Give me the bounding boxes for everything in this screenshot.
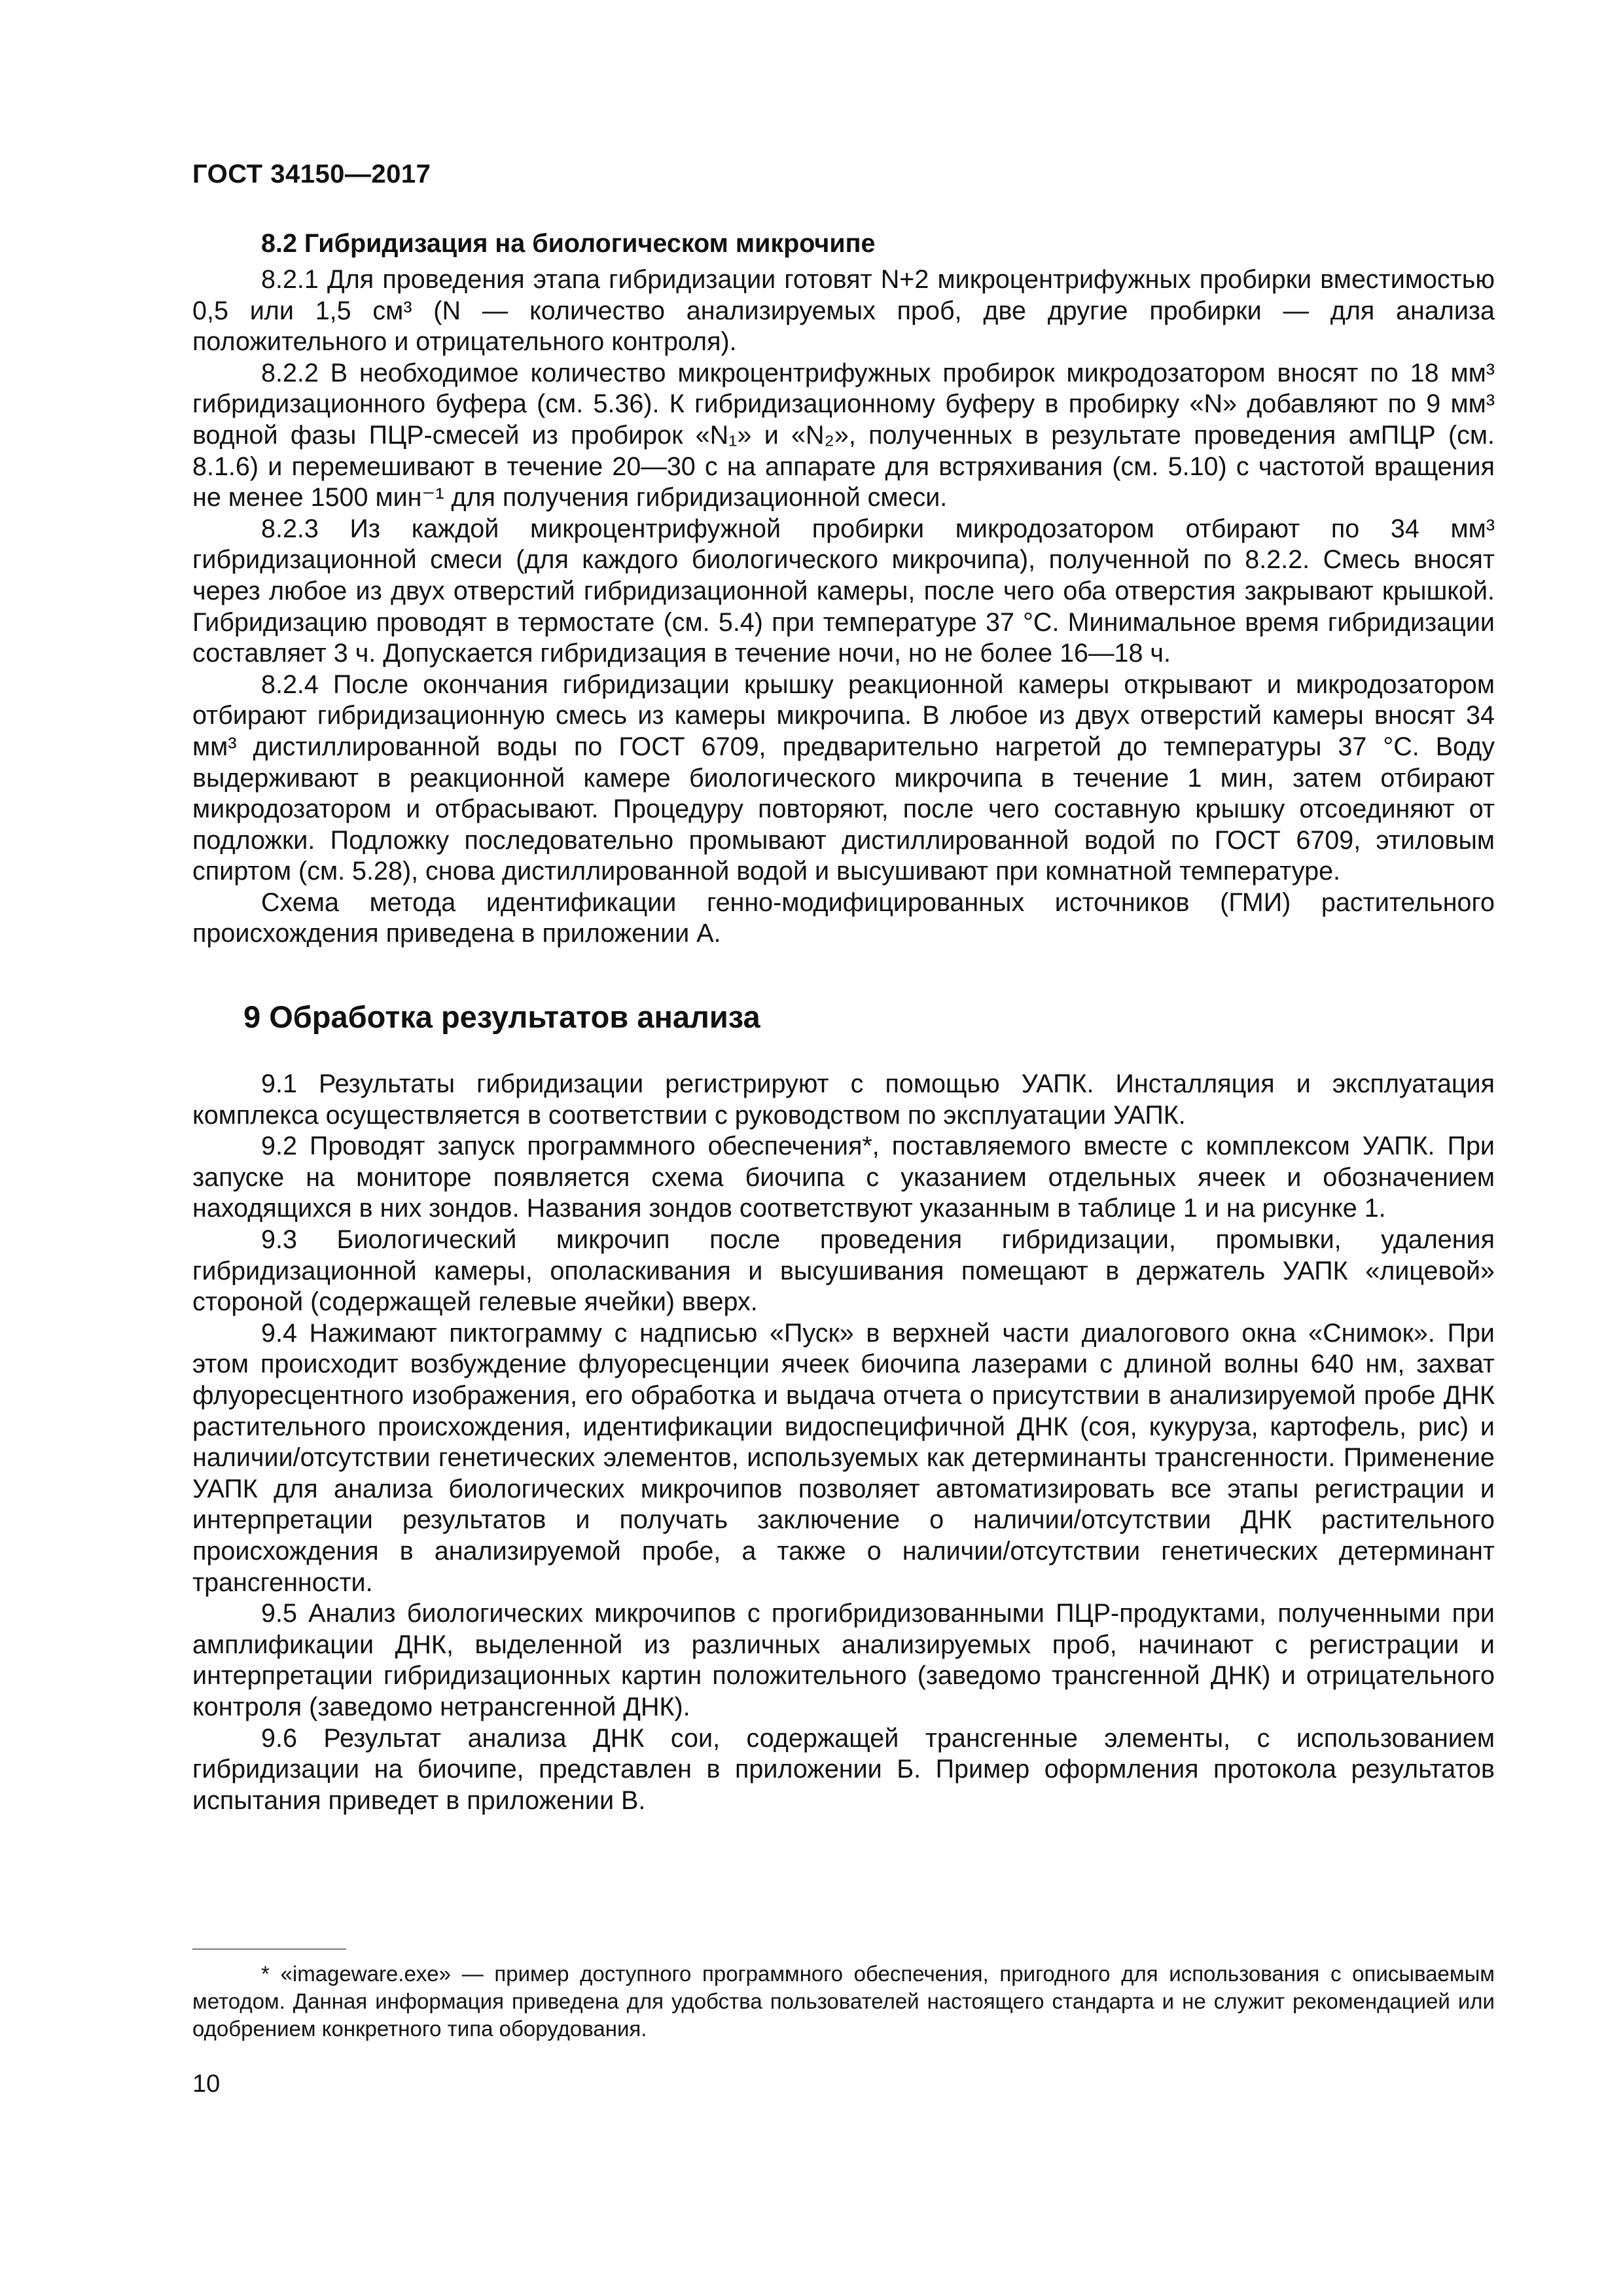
paragraph-9-4: 9.4 Нажимают пиктограмму с надписью «Пуск» в верхней части диалогового окна «Снимок». При этом происходит возбуждение флуоресценции ячеек биочипа лазерами с длиной волны 640 нм, захват флуоресцентного изображения, его обработка и выдача отчета о присутствии в анализируемой пробе ДНК растительного происхождения, идентификации видоспецифичной ДНК (соя, кукуруза, картофель, рис) и наличии/отсутствии генетических элементов, используемых как детерминанты трансгенности. Применение УАПК для анализа биологических микрочипов позволяет автоматизировать все этапы регистрации и интерпретации результатов и получать заключение о наличии/отсутствии ДНК растительного происхождения в анализируемой пробе, а также о наличии/отсутствии генетических детерминант трансгенности. bbox=[192, 1318, 1495, 1597]
document-header-id: ГОСТ 34150—2017 bbox=[192, 160, 431, 188]
footnote: * «imageware.exe» — пример доступного программного обеспечения, пригодного для использования с описываемым методом. Данная информация приведена для удобства пользователей настоящего стандарта и не служит рекомендацией или одобрением конкретного типа оборудования. bbox=[192, 1962, 1495, 2041]
paragraph-8-2-3: 8.2.3 Из каждой микроцентрифужной пробирки микродозатором отбирают по 34 мм³ гибридизационной смеси (для каждого биологического микрочипа), полученной по 8.2.2. Смесь вносят через любое из двух отверстий гибридизационной камеры, после чего оба отверстия закрывают крышкой. Гибридизацию проводят в термостате (см. 5.4) при температуре 37 °С. Минимальное время гибридизации составляет 3 ч. Допускается гибридизация в течение ночи, но не более 16—18 ч. bbox=[192, 514, 1495, 668]
section-8-2-heading: 8.2 Гибридизация на биологическом микрочипе bbox=[261, 229, 876, 258]
footnote-separator bbox=[192, 1948, 346, 1950]
paragraph-9-1: 9.1 Результаты гибридизации регистрируют с помощью УАПК. Инсталляция и эксплуатация комплекса осуществляется в соответствии с руководством по эксплуатации УАПК. bbox=[192, 1069, 1495, 1130]
paragraph-8-2-4: 8.2.4 После окончания гибридизации крышку реакционной камеры открывают и микродозатором отбирают гибридизационную смесь из камеры микрочипа. В любое из двух отверстий камеры вносят 34 мм³ дистиллированной воды по ГОСТ 6709, предварительно нагретой до температуры 37 °С. Воду выдерживают в реакционной камере биологического микрочипа в течение 1 мин, затем отбирают микродозатором и отбрасывают. Процедуру повторяют, после чего составную крышку отсоединяют от подложки. Подложку последовательно промывают дистиллированной водой по ГОСТ 6709, этиловым спиртом (см. 5.28), снова дистиллированной водой и высушивают при комнатной температуре. bbox=[192, 670, 1495, 886]
main-content bbox=[192, 228, 1495, 1816]
paragraph-8-2-2: 8.2.2 В необходимое количество микроцентрифужных пробирок микродозатором вносят по 18 мм³ гибридизационного буфера (см. 5.36). К гибридизационному буферу в пробирку «N» добавляют по 9 мм³ водной фазы ПЦР-смесей из пробирок «N₁» и «N₂», полученных в результате проведения амПЦР (см. 8.1.6) и перемешивают в течение 20—30 с на аппарате для встряхивания (см. 5.10) с частотой вращения не менее 1500 мин⁻¹ для получения гибридизационной смеси. bbox=[192, 358, 1495, 512]
paragraph-9-6: 9.6 Результат анализа ДНК сои, содержащей трансгенные элементы, с использованием гибридизации на биочипе, представлен в приложении Б. Пример оформления протокола результатов испытания приведет в приложении В. bbox=[192, 1723, 1495, 1815]
page-number: 10 bbox=[192, 2070, 221, 2098]
section-9-heading: 9 Обработка результатов анализа bbox=[243, 999, 760, 1035]
paragraph-scheme-note: Схема метода идентификации генно-модифицированных источников (ГМИ) растительного происхождения приведена в приложении А. bbox=[192, 888, 1495, 948]
paragraph-9-3: 9.3 Биологический микрочип после проведения гибридизации, промывки, удаления гибридизационной камеры, ополаскивания и высушивания помещают в держатель УАПК «лицевой» стороной (содержащей гелевые ячейки) вверх. bbox=[192, 1225, 1495, 1317]
paragraph-9-5: 9.5 Анализ биологических микрочипов с прогибридизованными ПЦР-продуктами, полученными при амплификации ДНК, выделенной из различных анализируемых проб, начинают с регистрации и интерпретации гибридизационных картин положительного (заведомо трансгенной ДНК) и отрицательного контроля (заведомо нетрансгенной ДНК). bbox=[192, 1599, 1495, 1721]
paragraph-9-2: 9.2 Проводят запуск программного обеспечения*, поставляемого вместе с комплексом УАПК. При запуске на мониторе появляется схема биочипа с указанием отдельных ячеек и обозначением находящихся в них зондов. Названия зондов соответствуют указанным в таблице 1 и на рисунке 1. bbox=[192, 1132, 1495, 1223]
paragraph-8-2-1: 8.2.1 Для проведения этапа гибридизации готовят N+2 микроцентрифужных пробирки вместимостью 0,5 или 1,5 см³ (N — количество анализируемых проб, две другие пробирки — для анализа положительного и отрицательного контроля). bbox=[192, 265, 1495, 357]
